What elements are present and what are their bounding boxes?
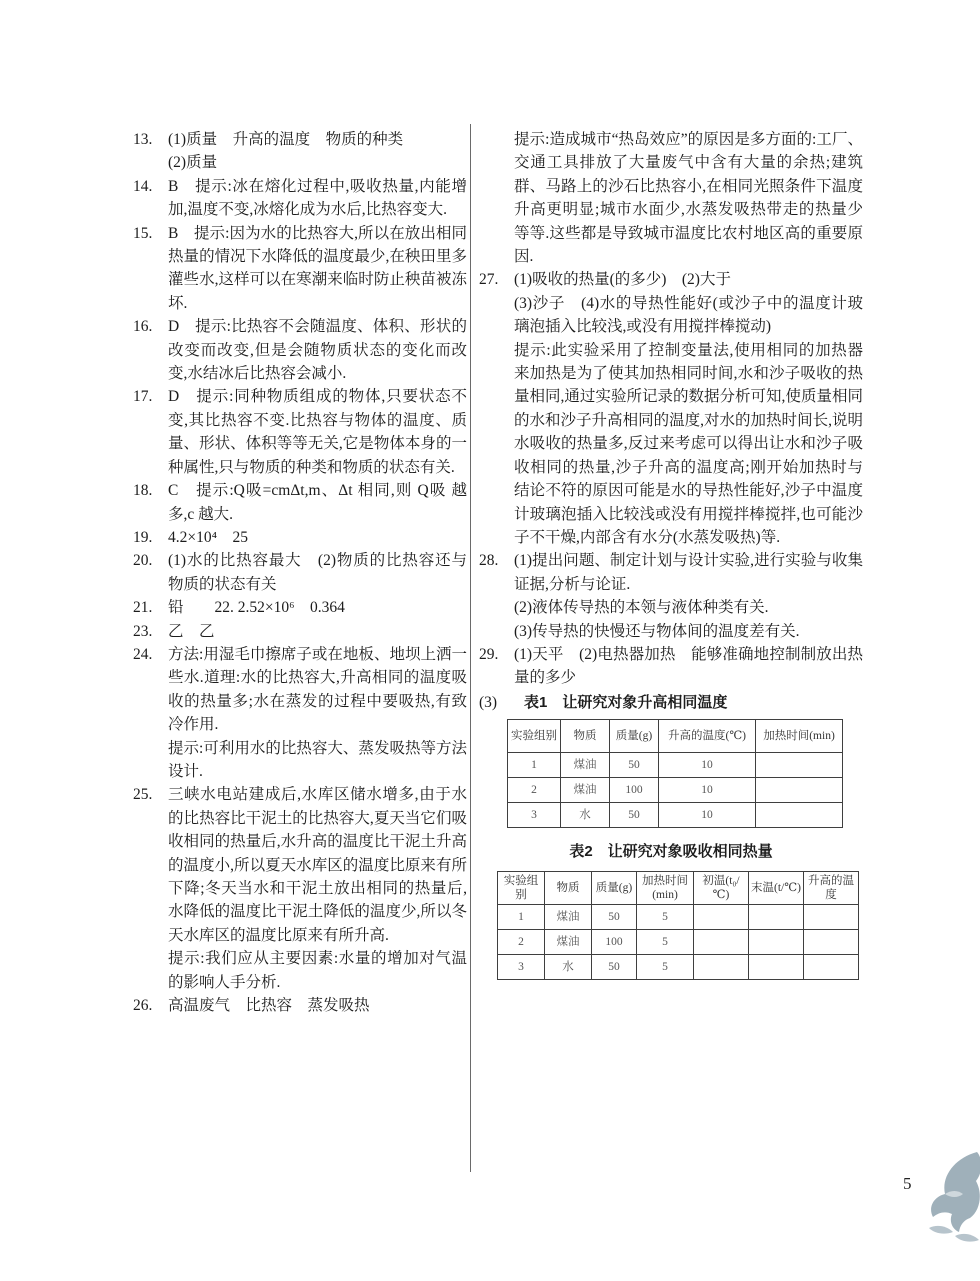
table-cell: 50 <box>610 753 659 778</box>
answer-number: 20. <box>133 552 153 570</box>
answer-number: 26. <box>133 997 153 1015</box>
table-header-cell: 实验组别 <box>498 871 545 904</box>
answer-sub-number: (3) <box>479 693 498 711</box>
table-cell: 煤油 <box>561 778 610 803</box>
table-header-cell: 初温(t₀/℃) <box>694 871 749 904</box>
table-header-cell: 质量(g) <box>592 871 637 904</box>
table-cell: 煤油 <box>561 753 610 778</box>
table-cell: 3 <box>498 954 545 979</box>
answer-item-24 <box>133 643 467 783</box>
table-cell: 10 <box>659 803 756 828</box>
answer-text <box>514 549 863 643</box>
answer-paragraph: 提示:造成城市“热岛效应”的原因是多方面的:工厂、交通工具排放了大量废气中含有大量的余热;建筑群、马路上的沙石比热容小,在相同光照条件下温度升高更明显;城市水面少,水蒸发吸热带走的热量少等等.这些都是导致城市温度比农村地区高的重要原因. <box>514 131 863 266</box>
table-cell: 水 <box>545 954 592 979</box>
answer-number: 17. <box>133 388 153 406</box>
answer-text <box>168 175 467 222</box>
answer-number: 24. <box>133 645 153 663</box>
answer-item-28 <box>479 549 863 643</box>
answer-paragraph: 乙 乙 <box>168 622 215 640</box>
table-row <box>508 753 843 778</box>
table-cell: 100 <box>610 778 659 803</box>
table-cell: 50 <box>592 954 637 979</box>
answer-item-20 <box>133 549 467 596</box>
answer-paragraph: (1)水的比热容最大 (2)物质的比热容还与物质的状态有关 <box>168 552 467 593</box>
table-header-row <box>508 720 843 753</box>
table-header-cell: 物质 <box>545 871 592 904</box>
answer-item-25 <box>133 783 467 994</box>
answer-item-26 <box>133 994 467 1017</box>
table-cell <box>749 904 804 929</box>
page-number: 5 <box>903 1174 912 1193</box>
table-cell <box>694 954 749 979</box>
table-header-cell: 质量(g) <box>610 720 659 753</box>
answer-paragraph: (3)沙子 (4)水的导热性能好(或沙子中的温度计玻璃泡插入比较浅,或没有用搅拌棒搅动) <box>514 294 863 336</box>
table-2-title: 表2 让研究对象吸收相同热量 <box>569 843 773 861</box>
table-cell: 5 <box>637 929 694 954</box>
table-cell: 煤油 <box>545 929 592 954</box>
answers-left-column <box>133 128 467 1017</box>
answer-text <box>168 479 467 526</box>
answer-paragraph: C 提示:Q吸=cmΔt,m、Δt 相同,则 Q吸 越多,c 越大. <box>168 482 467 523</box>
answer-item-23 <box>133 620 467 643</box>
answer-item-19 <box>133 526 467 549</box>
answer-item-18 <box>133 479 467 526</box>
answer-paragraph: 提示:可利用水的比热容大、蒸发吸热等方法设计. <box>168 739 467 780</box>
table-2 <box>497 871 863 980</box>
table-1-title-wrap <box>514 691 727 714</box>
table-cell: 1 <box>498 904 545 929</box>
answer-item-13 <box>133 128 467 175</box>
answer-text <box>168 222 467 316</box>
data-table <box>507 719 843 828</box>
table-1-title: 表1 让研究对象升高相同温度 <box>524 693 728 711</box>
table-cell: 2 <box>508 778 561 803</box>
answer-text <box>168 596 467 619</box>
answer-paragraph: (1)质量 升高的温度 物质的种类 <box>168 131 404 148</box>
answer-number: 18. <box>133 482 153 500</box>
table-header-cell: 加热时间(min) <box>756 720 843 753</box>
answer-paragraph: 三峡水电站建成后,水库区储水增多,由于水的比热容比干泥土的比热容大,夏天当它们吸收相同的热量后,水升高的温度比干泥土升高的温度小,所以夏天水库区的温度比原来有所下降;冬天当水和干泥土放出相同的热量后,水降低的温度比干泥土降低的温度少,所以冬天水库区的温度比原来有所升高. <box>168 786 467 944</box>
answer-paragraph: (1)天平 (2)电热器加热 能够准确地控制制放出热量的多少 <box>514 645 863 687</box>
answer-paragraph: 4.2×10⁴ 25 <box>168 528 249 546</box>
answer-number: 27. <box>479 271 499 289</box>
answer-paragraph: (1)吸收的热量(的多少) (2)大于 <box>514 271 731 289</box>
table-cell: 10 <box>659 753 756 778</box>
answer-item-29 <box>479 643 863 690</box>
table-cell: 5 <box>637 954 694 979</box>
answer-paragraph: B 提示:因为水的比热容大,所以在放出相同热量的情况下水降低的温度最少,在秧田里多灌些水,这样可以在寒潮来临时防止秧苗被冻坏. <box>168 224 467 312</box>
answer-text <box>168 549 467 596</box>
table-row <box>498 929 859 954</box>
answer-number: 21. <box>133 599 153 617</box>
answer-item-continuation <box>479 128 863 268</box>
table-header-cell: 末温(t/℃) <box>749 871 804 904</box>
table-header-cell: 加热时间(min) <box>637 871 694 904</box>
answer-paragraph: 高温废气 比热容 蒸发吸热 <box>168 997 370 1015</box>
column-divider <box>470 124 471 1172</box>
table-header-row <box>498 871 859 904</box>
table-cell: 煤油 <box>545 904 592 929</box>
answer-paragraph: 提示:我们应从主要因素:水量的增加对气温的影响人手分析. <box>168 950 467 991</box>
answer-paragraph: D 提示:同种物质组成的物体,只要状态不变,其比热容不变.比热容与物体的温度、质量、形状、体积等等无关,它是物体本身的一种属性,只与物质的种类和物质的状态有关. <box>168 388 467 476</box>
answer-text <box>168 643 467 783</box>
answer-paragraph: D 提示:比热容不会随温度、体积、形状的改变而改变,但是会随物质状态的变化而改变,水结冰后比热容会减小. <box>168 318 467 383</box>
table-cell <box>694 929 749 954</box>
table-cell <box>804 904 859 929</box>
answer-paragraph: B 提示:冰在熔化过程中,吸收热量,内能增加,温度不变,冰熔化成为水后,比热容变大. <box>168 177 467 219</box>
answer-paragraph: (3)传导热的快慢还与物体间的温度差有关. <box>514 622 800 640</box>
table-cell <box>756 753 843 778</box>
table-row <box>498 904 859 929</box>
answers-right-list <box>479 128 863 690</box>
answer-paragraph: 方法:用湿毛巾擦席子或在地板、地坝上洒一些水.道理:水的比热容大,升高相同的温度吸收的热量多;水在蒸发的过程中要吸热,有致冷作用. <box>168 645 467 734</box>
dolphin-logo <box>925 1150 980 1242</box>
table-1-title-line <box>479 691 863 714</box>
answer-number: 25. <box>133 786 153 804</box>
answer-paragraph: (2)质量 <box>168 154 218 172</box>
table-cell <box>694 904 749 929</box>
answer-text <box>168 128 467 175</box>
answer-number: 13. <box>133 131 153 148</box>
answer-number: 23. <box>133 622 153 640</box>
table-1 <box>507 719 863 828</box>
answer-number: 15. <box>133 224 153 242</box>
table-row <box>508 778 843 803</box>
answer-text <box>168 385 467 479</box>
table-cell <box>756 778 843 803</box>
answer-item-21 <box>133 596 467 619</box>
table-cell: 水 <box>561 803 610 828</box>
answers-right-column <box>479 128 863 980</box>
table-cell <box>749 954 804 979</box>
answer-text <box>168 620 467 643</box>
table-header-cell: 实验组别 <box>508 720 561 753</box>
answer-number: 16. <box>133 318 153 336</box>
answer-number <box>479 128 514 268</box>
table-cell <box>804 954 859 979</box>
answer-text <box>168 526 467 549</box>
answer-text <box>168 994 467 1017</box>
answer-text <box>168 783 467 994</box>
answer-number: 19. <box>133 528 153 546</box>
data-table <box>497 871 859 980</box>
answer-text <box>168 315 467 385</box>
table-cell <box>804 929 859 954</box>
table-header-cell: 升高的温度(℃) <box>659 720 756 753</box>
answer-paragraph: (2)液体传导热的本领与液体种类有关. <box>514 599 769 617</box>
answer-text <box>514 643 863 690</box>
table-cell: 3 <box>508 803 561 828</box>
table-cell <box>756 803 843 828</box>
answer-item-17 <box>133 385 467 479</box>
answer-text <box>514 268 863 549</box>
answer-item-16 <box>133 315 467 385</box>
answer-paragraph: 提示:此实验采用了控制变量法,使用相同的加热器来加热是为了使其加热相同时间,水和沙子吸收的热量相同,通过实验所记录的数据分析可知,使质量相同的水和沙子升高相同的温度,对水的加热时间长,说明水吸收的热量多,反过来考虑可以得出让水和沙子吸收相同的热量,沙子升高的温度高;刚开始加热时与结论不符的原因可能是水的导热性能好,沙子中温度计玻璃泡插入比较浅或没有用搅拌棒搅拌,也可能沙子不干燥,内部含有水分(水蒸发吸热)等. <box>514 341 863 546</box>
table-cell: 100 <box>592 929 637 954</box>
answer-paragraph: 铅 22. 2.52×10⁶ 0.364 <box>168 599 345 617</box>
table-row <box>498 954 859 979</box>
table-cell <box>749 929 804 954</box>
table-cell: 10 <box>659 778 756 803</box>
answer-number: 29. <box>479 645 499 663</box>
table-cell: 50 <box>610 803 659 828</box>
table-cell: 2 <box>498 929 545 954</box>
table-header-cell: 升高的温度 <box>804 871 859 904</box>
answer-number: 28. <box>479 552 499 570</box>
answer-item-14 <box>133 175 467 222</box>
table-row <box>508 803 843 828</box>
answer-text <box>514 128 863 268</box>
table-cell: 1 <box>508 753 561 778</box>
answer-number: 14. <box>133 177 153 195</box>
answer-item-27 <box>479 268 863 549</box>
table-cell: 50 <box>592 904 637 929</box>
answer-item-15 <box>133 222 467 316</box>
table-header-cell: 物质 <box>561 720 610 753</box>
table-cell: 5 <box>637 904 694 929</box>
answer-paragraph: (1)提出问题、制定计划与设计实验,进行实验与收集证据,分析与论证. <box>514 552 863 593</box>
